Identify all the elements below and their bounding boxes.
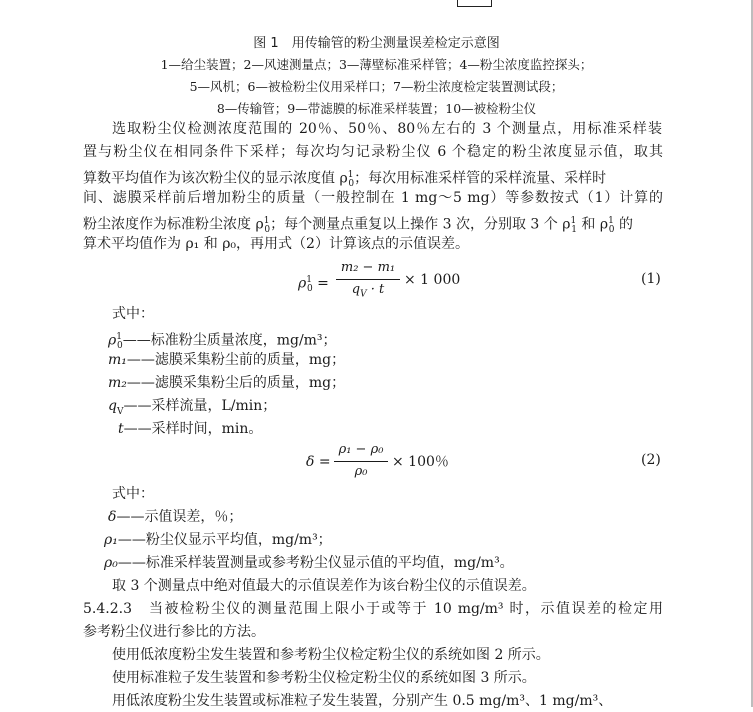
para1-line-2: 置与粉尘仪在相同条件下采样；每次均匀记录粉尘仪 6 个稳定的粉尘浓度显示值，取其 xyxy=(83,144,663,160)
eq1-denominator-tail: · t xyxy=(366,282,385,297)
where2-heading: 式中： xyxy=(112,486,154,502)
where1-item-t-sym: t xyxy=(118,421,124,437)
eq1-denominator: $q_V \cdot t$ xyxy=(351,282,385,300)
eq1-numerator: m₂ − m₁ xyxy=(340,260,396,275)
where1-item-m2 xyxy=(108,372,345,394)
para1-line-3: 算数平均值作为该次粉尘仪的显示浓度值 $\rho^1_0$；每次用标准采样管的采样流量、采样时 xyxy=(83,170,607,190)
where1-item-rho-desc: ——标准粉尘质量浓度，mg/m³； xyxy=(122,332,337,349)
where2-item-rho0-desc: ——标准采样装置测量或参考粉尘仪显示值的平均值，mg/m³。 xyxy=(117,555,514,571)
where2-item-delta-sym: δ xyxy=(108,509,117,525)
para1-line-3-tail: ；每次用标准采样管的采样流量、采样时 xyxy=(354,170,607,187)
figure-caption: 图 1 用传输管的粉尘测量误差检定示意图 xyxy=(253,36,500,51)
para1-line-6: 算术平均值作为 ρ₁ 和 ρ₀，再用式（2）计算该点的示值误差。 xyxy=(83,236,469,252)
para1-line-5-mid: ；每个测量点重复以上操作 3 次，分别取 3 个 ρ xyxy=(270,216,571,233)
eq2-numerator: ρ₁ − ρ₀ xyxy=(338,442,384,457)
where1-item-m2-desc: ——滤膜采集粉尘后的质量，mg； xyxy=(126,375,346,391)
where2-item-delta xyxy=(108,506,242,528)
figure-legend-line-1: 1—给尘装置；2—风速测量点；3—薄壁标准采样管；4—粉尘浓度监控探头； xyxy=(160,57,593,72)
eq2-factor: × 100％ xyxy=(392,454,449,470)
para1-line-5: 粉尘浓度作为标准粉尘浓度 $\rho^1_0$；每个测量点重复以上操作 3 次，分别取 3 个 $\rho^1_1$ 和 $\rho^1_0$ 的 xyxy=(83,216,633,236)
para1-line-4: 间、滤膜采样前后增加粉尘的质量（一般控制在 1 mg～5 mg）等参数按式（1）计算的 xyxy=(83,190,663,206)
para1-line-5-tail: 的 xyxy=(614,216,633,233)
where1-item-qv-desc: ——采样流量，L/min； xyxy=(123,398,277,414)
eq2-fraction-bar xyxy=(334,461,388,462)
where2-item-rho1-sym: ρ₁ xyxy=(104,532,118,548)
tail-line-6: 用低浓度粉尘发生装置或标准粒子发生装置，分别产生 0.5 mg/m³、1 mg/m³、 xyxy=(112,693,613,709)
where1-item-qv-sym: q xyxy=(108,398,117,414)
where2-item-rho0-sym: ρ₀ xyxy=(104,555,118,571)
eq1-fraction-bar xyxy=(336,279,400,280)
where2-item-rho1-desc: ——粉尘仪显示平均值，mg/m³； xyxy=(117,532,332,548)
para1-line-5-and: 和 ρ xyxy=(576,216,609,233)
clause-5-4-2-3: 5.4.2.3 当被检粉尘仪的测量范围上限小于或等于 10 mg/m³ 时，示值误差的检定用 xyxy=(83,601,663,617)
eq2-number: (2) xyxy=(641,452,661,468)
where2-item-delta-desc: ——示值误差，％； xyxy=(116,509,243,525)
figure-fragment xyxy=(457,0,492,7)
where1-item-rho-sym: ρ xyxy=(108,332,117,349)
para1-line-5-head: 粉尘浓度作为标准粉尘浓度 ρ xyxy=(83,216,264,233)
where1-item-m1-desc: ——滤膜采集粉尘前的质量，mg； xyxy=(126,352,346,368)
tail-line-4: 使用低浓度粉尘发生装置和参考粉尘仪检定粉尘仪的系统如图 2 所示。 xyxy=(112,647,550,663)
where1-item-m1 xyxy=(108,349,345,371)
where1-heading: 式中： xyxy=(112,306,154,322)
eq1-factor: × 1 000 xyxy=(404,272,461,288)
eq1-number: (1) xyxy=(641,271,661,287)
where1-item-m1-sym: m₁ xyxy=(108,352,127,368)
clause-5-4-2-3-cont: 参考粉尘仪进行参比的方法。 xyxy=(83,624,265,640)
tail-line-5: 使用标准粒子发生装置和参考粉尘仪检定粉尘仪的系统如图 3 所示。 xyxy=(112,670,536,686)
tail-line-1: 取 3 个测量点中绝对值最大的示值误差作为该台粉尘仪的示值误差。 xyxy=(112,578,536,594)
where1-item-m2-sym: m₂ xyxy=(108,375,127,391)
para1-line-1: 选取粉尘仪检测浓度范围的 20％、50％、80％左右的 3 个测量点，用标准采样装 xyxy=(112,121,662,137)
eq1-denominator-q: q xyxy=(351,282,361,297)
eq1-lhs: $\rho^1_0$ = xyxy=(298,275,329,295)
figure-legend-line-2: 5—风机；6—被检粉尘仪用采样口；7—粉尘浓度检定装置测试段； xyxy=(189,79,564,94)
where2-item-rho1 xyxy=(104,529,332,551)
eq2-denominator: ρ₀ xyxy=(354,464,368,479)
eq2-lhs: δ = xyxy=(306,454,331,470)
where1-item-t xyxy=(118,418,262,440)
where2-item-rho0 xyxy=(104,552,514,574)
where1-item-qv: $q_V——$采样流量，L/min； xyxy=(108,398,277,417)
para1-line-3-head: 算数平均值作为该次粉尘仪的显示浓度值 ρ xyxy=(83,170,348,187)
where1-item-t-desc: ——采样时间，min。 xyxy=(123,421,263,437)
where1-item-rho: $\rho^1_0——$标准粉尘质量浓度，mg/m³； xyxy=(108,332,337,352)
eq1-lhs-symbol: ρ xyxy=(298,275,307,292)
figure-legend-line-3: 8—传输管；9—带滤膜的标准采样装置；10—被检粉尘仪 xyxy=(216,101,537,116)
